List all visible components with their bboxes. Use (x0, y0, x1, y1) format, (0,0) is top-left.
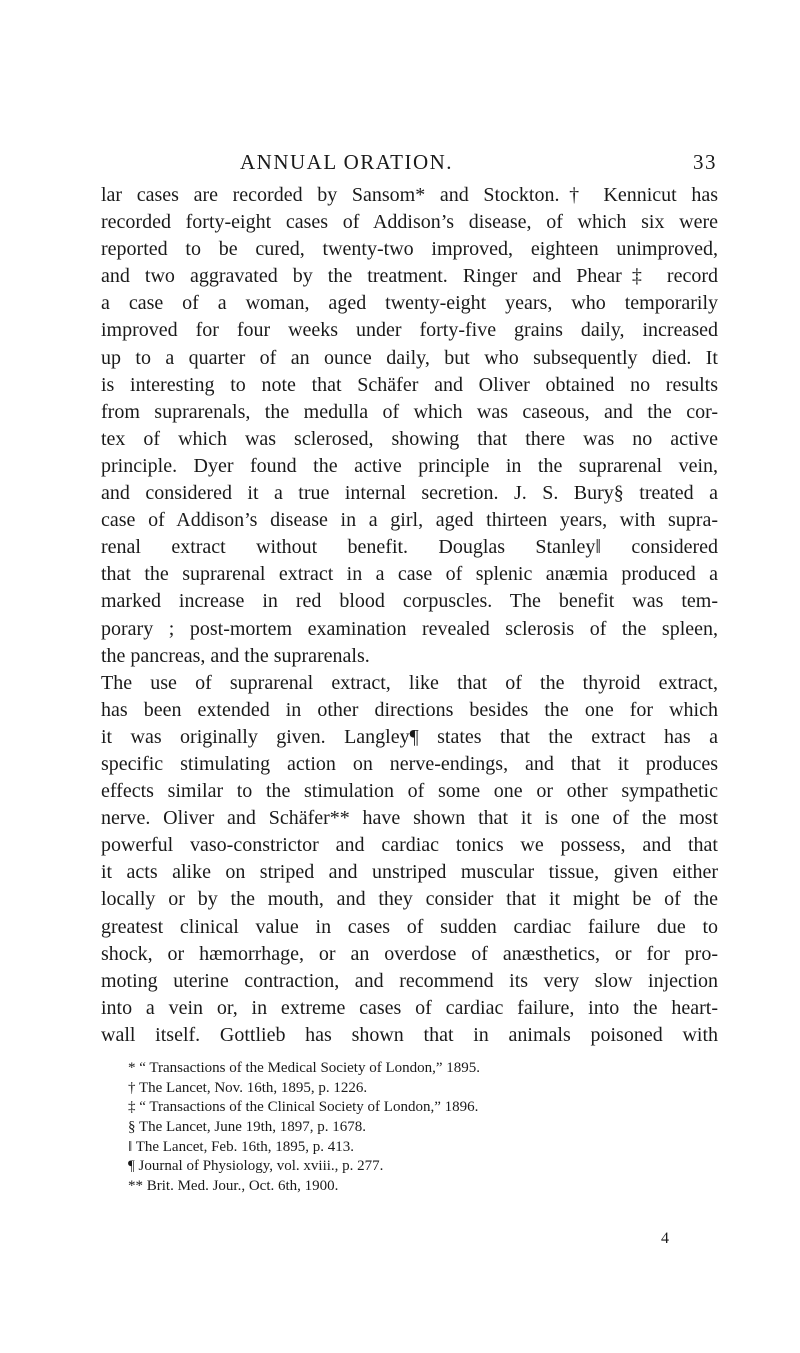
text-line: shock, or hæmorrhage, or an overdose of anæsthetics, or for pro- (101, 942, 718, 965)
text-line: effects similar to the stimulation of some one or other sympathetic (101, 780, 718, 803)
text-line: powerful vaso-constrictor and cardiac tonics we possess, and that (101, 834, 718, 857)
footnote: * “ Transactions of the Medical Society of London,” 1895. (128, 1060, 481, 1076)
text-line: lar cases are recorded by Sansom* and Stockton.† Kennicut has (101, 184, 718, 206)
text-line: a case of a woman, aged twenty-eight years, who temporarily (101, 292, 718, 315)
text-line: up to a quarter of an ounce daily, but who subsequently died. It (101, 346, 718, 369)
text-line: porary ; post-mortem examination revealed sclerosis of the spleen, (101, 617, 718, 640)
page-number: 33 (693, 150, 717, 174)
text-line: recorded forty-eight cases of Addison’s disease, of which six were (101, 211, 718, 234)
text-line: reported to be cured, twenty-two improved, eighteen unimproved, (101, 238, 718, 261)
footnotes (128, 1059, 728, 1197)
text-line: specific stimulating action on nerve-endings, and that it produces (101, 752, 718, 775)
text-line: the pancreas, and the suprarenals. (101, 644, 370, 667)
text-line: moting uterine contraction, and recommend its very slow injection (101, 969, 718, 992)
footnote: ** Brit. Med. Jour., Oct. 6th, 1900. (128, 1178, 339, 1195)
text-line: it was originally given. Langley¶ states that the extract has a (101, 725, 718, 748)
text-line: that the suprarenal extract in a case of splenic anæmia produced a (101, 563, 718, 586)
text-line: renal extract without benefit. Douglas Stanley‖ considered (101, 536, 718, 559)
text-line: and considered it a true internal secretion. J. S. Bury§ treated a (101, 482, 718, 505)
text-line: has been extended in other directions besides the one for which (101, 698, 718, 721)
text-line: The use of suprarenal extract, like that of the thyroid extract, (101, 671, 718, 694)
footnote: § The Lancet, June 19th, 1897, p. 1678. (128, 1119, 367, 1136)
text-line: from suprarenals, the medulla of which was caseous, and the cor- (101, 400, 718, 423)
footnote: ‡ “ Transactions of the Clinical Society of London,” 1896. (128, 1099, 479, 1116)
running-header (100, 150, 717, 178)
text-line: marked increase in red blood corpuscles. The benefit was tem- (101, 590, 718, 613)
text-line: improved for four weeks under forty-five grains daily, increased (101, 319, 718, 342)
text-line: wall itself. Gottlieb has shown that in animals poisoned with (101, 1023, 718, 1046)
signature-mark: 4 (661, 1230, 669, 1247)
text-line: locally or by the mouth, and they consider that it might be of the (101, 888, 718, 911)
text-line: case of Addison’s disease in a girl, aged thirteen years, with supra- (101, 509, 718, 532)
text-line: is interesting to note that Schäfer and Oliver obtained no results (101, 373, 718, 396)
footnote: † The Lancet, Nov. 16th, 1895, p. 1226. (128, 1079, 368, 1096)
text-line: it acts alike on striped and unstriped muscular tissue, given either (101, 861, 718, 884)
header-title: ANNUAL ORATION. (240, 150, 454, 174)
text-line: principle. Dyer found the active principle in the suprarenal vein, (101, 454, 718, 477)
text-line: and two aggravated by the treatment. Ringer and Phear‡ record (101, 265, 718, 288)
text-line: into a vein or, in extreme cases of cardiac failure, into the heart- (101, 996, 718, 1019)
footnote: ¶ Journal of Physiology, vol. xviii., p. 277. (128, 1158, 384, 1175)
footnote: ‖ The Lancet, Feb. 16th, 1895, p. 413. (128, 1138, 354, 1155)
text-line: tex of which was sclerosed, showing that there was no active (101, 427, 718, 450)
text-line: greatest clinical value in cases of sudden cardiac failure due to (101, 915, 718, 938)
text-line: nerve. Oliver and Schäfer** have shown that it is one of the most (101, 807, 718, 830)
body-text (101, 182, 718, 1049)
